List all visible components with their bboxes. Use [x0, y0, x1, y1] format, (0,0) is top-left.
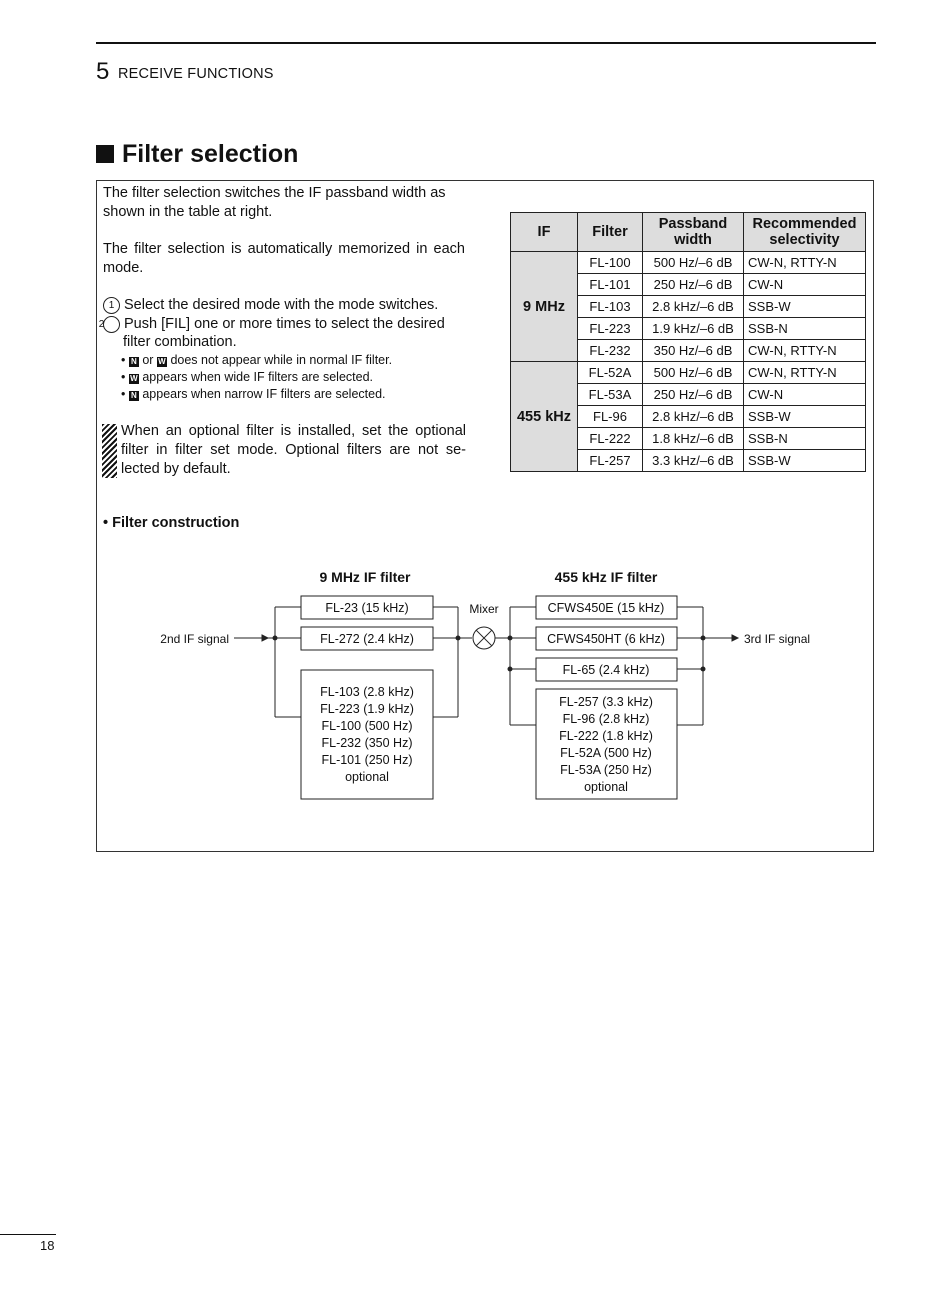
passband-cell: 3.3 kHz/–6 dB — [643, 450, 744, 472]
if-cell: 455 kHz — [511, 362, 578, 472]
bullet-1: • N or W does not appear while in normal IF filter. — [121, 353, 393, 367]
wide-indicator-icon: W — [158, 357, 166, 366]
selectivity-cell: CW-N, RTTY-N — [744, 362, 866, 384]
filter-cell: FL-222 — [578, 428, 643, 450]
column-header: Recommended selectivity — [744, 213, 866, 252]
bullet-3-text: appears when narrow IF filters are selected. — [142, 387, 386, 401]
optional-9mhz-item: FL-100 (500 Hz) — [321, 719, 413, 733]
footer-rule — [0, 1234, 56, 1235]
filter-cfws450ht: CFWS450HT (6 kHz) — [547, 632, 665, 646]
selectivity-cell: SSB-W — [744, 406, 866, 428]
filter-fl272: FL-272 (2.4 kHz) — [320, 632, 414, 646]
output-arrow-icon — [732, 635, 738, 641]
step-text: Push [FIL] one or more times to select the desired filter combination. — [123, 316, 445, 350]
output-label: 3rd IF signal — [744, 632, 811, 646]
filter-cell: FL-52A — [578, 362, 643, 384]
passband-cell: 2.8 kHz/–6 dB — [643, 296, 744, 318]
passband-cell: 2.8 kHz/–6 dB — [643, 406, 744, 428]
filter-cell: FL-96 — [578, 406, 643, 428]
construction-heading-text: Filter construction — [112, 515, 240, 531]
selectivity-cell: SSB-N — [744, 318, 866, 340]
selectivity-cell: SSB-N — [744, 428, 866, 450]
passband-cell: 1.8 kHz/–6 dB — [643, 428, 744, 450]
mixer-label: Mixer — [469, 602, 499, 616]
note-text: When an optional filter is installed, set the optional filter in filter set mode. Optional filters are not se-lected by default. — [121, 423, 466, 477]
chapter-number: 5 — [96, 58, 110, 85]
filter-cell: FL-232 — [578, 340, 643, 362]
optional-455-item: FL-96 (2.8 kHz) — [562, 712, 650, 726]
bullet-2: • W appears when wide IF filters are selected. — [121, 370, 374, 384]
selectivity-cell: CW-N, RTTY-N — [744, 252, 866, 274]
filter-cell: FL-101 — [578, 274, 643, 296]
optional-455-item: FL-257 (3.3 kHz) — [559, 695, 653, 709]
optional-9mhz-item: FL-232 (350 Hz) — [321, 736, 413, 750]
title-9mhz: 9 MHz IF filter — [319, 569, 411, 585]
filter-fl23: FL-23 (15 kHz) — [325, 601, 409, 615]
bullet-1-mid: or — [142, 353, 154, 367]
narrow-indicator-icon: N — [129, 391, 139, 401]
step-text: Select the desired mode with the mode switches. — [124, 297, 439, 313]
filter-cell: FL-103 — [578, 296, 643, 318]
passband-cell: 250 Hz/–6 dB — [643, 384, 744, 406]
passband-cell: 250 Hz/–6 dB — [643, 274, 744, 296]
step-number: 2 — [103, 316, 120, 333]
input-arrow-icon — [262, 635, 268, 641]
node — [508, 636, 512, 640]
step-number: 1 — [103, 297, 120, 314]
optional-455-item: FL-222 (1.8 kHz) — [559, 729, 653, 743]
filter-cell: FL-53A — [578, 384, 643, 406]
optional-9mhz-item: FL-101 (250 Hz) — [321, 753, 413, 767]
filter-fl65: FL-65 (2.4 kHz) — [562, 663, 650, 677]
selectivity-cell: CW-N, RTTY-N — [744, 340, 866, 362]
optional-9mhz-item: FL-103 (2.8 kHz) — [320, 685, 414, 699]
passband-cell: 350 Hz/–6 dB — [643, 340, 744, 362]
passband-cell: 500 Hz/–6 dB — [643, 362, 744, 384]
passband-cell: 1.9 kHz/–6 dB — [643, 318, 744, 340]
filter-cell: FL-223 — [578, 318, 643, 340]
bullet-2-text: appears when wide IF filters are selected. — [142, 370, 374, 384]
column-header: IF — [511, 213, 578, 252]
intro-paragraph-1: The filter selection switches the IF passband width as shown in the table at right. — [103, 185, 446, 220]
filter-cell: FL-257 — [578, 450, 643, 472]
selectivity-cell: CW-N — [744, 384, 866, 406]
optional-9mhz-item: FL-223 (1.9 kHz) — [320, 702, 414, 716]
column-header: Filter — [578, 213, 643, 252]
selectivity-cell: SSB-W — [744, 296, 866, 318]
intro-paragraph-2: The filter selection is automatically memorized in each mode. — [103, 241, 465, 276]
optional-455-item: FL-52A (500 Hz) — [560, 746, 652, 760]
section-title: Filter selection — [122, 140, 299, 168]
filter-cfws450e: CFWS450E (15 kHz) — [547, 601, 665, 615]
construction-heading: • Filter construction — [103, 515, 240, 531]
optional-9mhz-item: optional — [345, 770, 389, 784]
passband-cell: 500 Hz/–6 dB — [643, 252, 744, 274]
node — [508, 667, 512, 671]
optional-455-item: optional — [584, 780, 628, 794]
bullet-1-text: does not appear while in normal IF filter. — [170, 353, 393, 367]
bullet-3: • N appears when narrow IF filters are selected. — [121, 387, 386, 401]
input-label: 2nd IF signal — [160, 632, 229, 646]
if-cell: 9 MHz — [511, 252, 578, 362]
page-number: 18 — [40, 1238, 55, 1253]
column-header: Passband width — [643, 213, 744, 252]
chapter-title: RECEIVE FUNCTIONS — [118, 66, 274, 82]
selectivity-cell: CW-N — [744, 274, 866, 296]
optional-455-item: FL-53A (250 Hz) — [560, 763, 652, 777]
node — [701, 667, 705, 671]
wide-indicator-icon: W — [130, 374, 138, 383]
filter-cell: FL-100 — [578, 252, 643, 274]
title-455khz: 455 kHz IF filter — [554, 569, 658, 585]
node — [456, 636, 460, 640]
narrow-indicator-icon: N — [129, 357, 139, 367]
selectivity-cell: SSB-W — [744, 450, 866, 472]
